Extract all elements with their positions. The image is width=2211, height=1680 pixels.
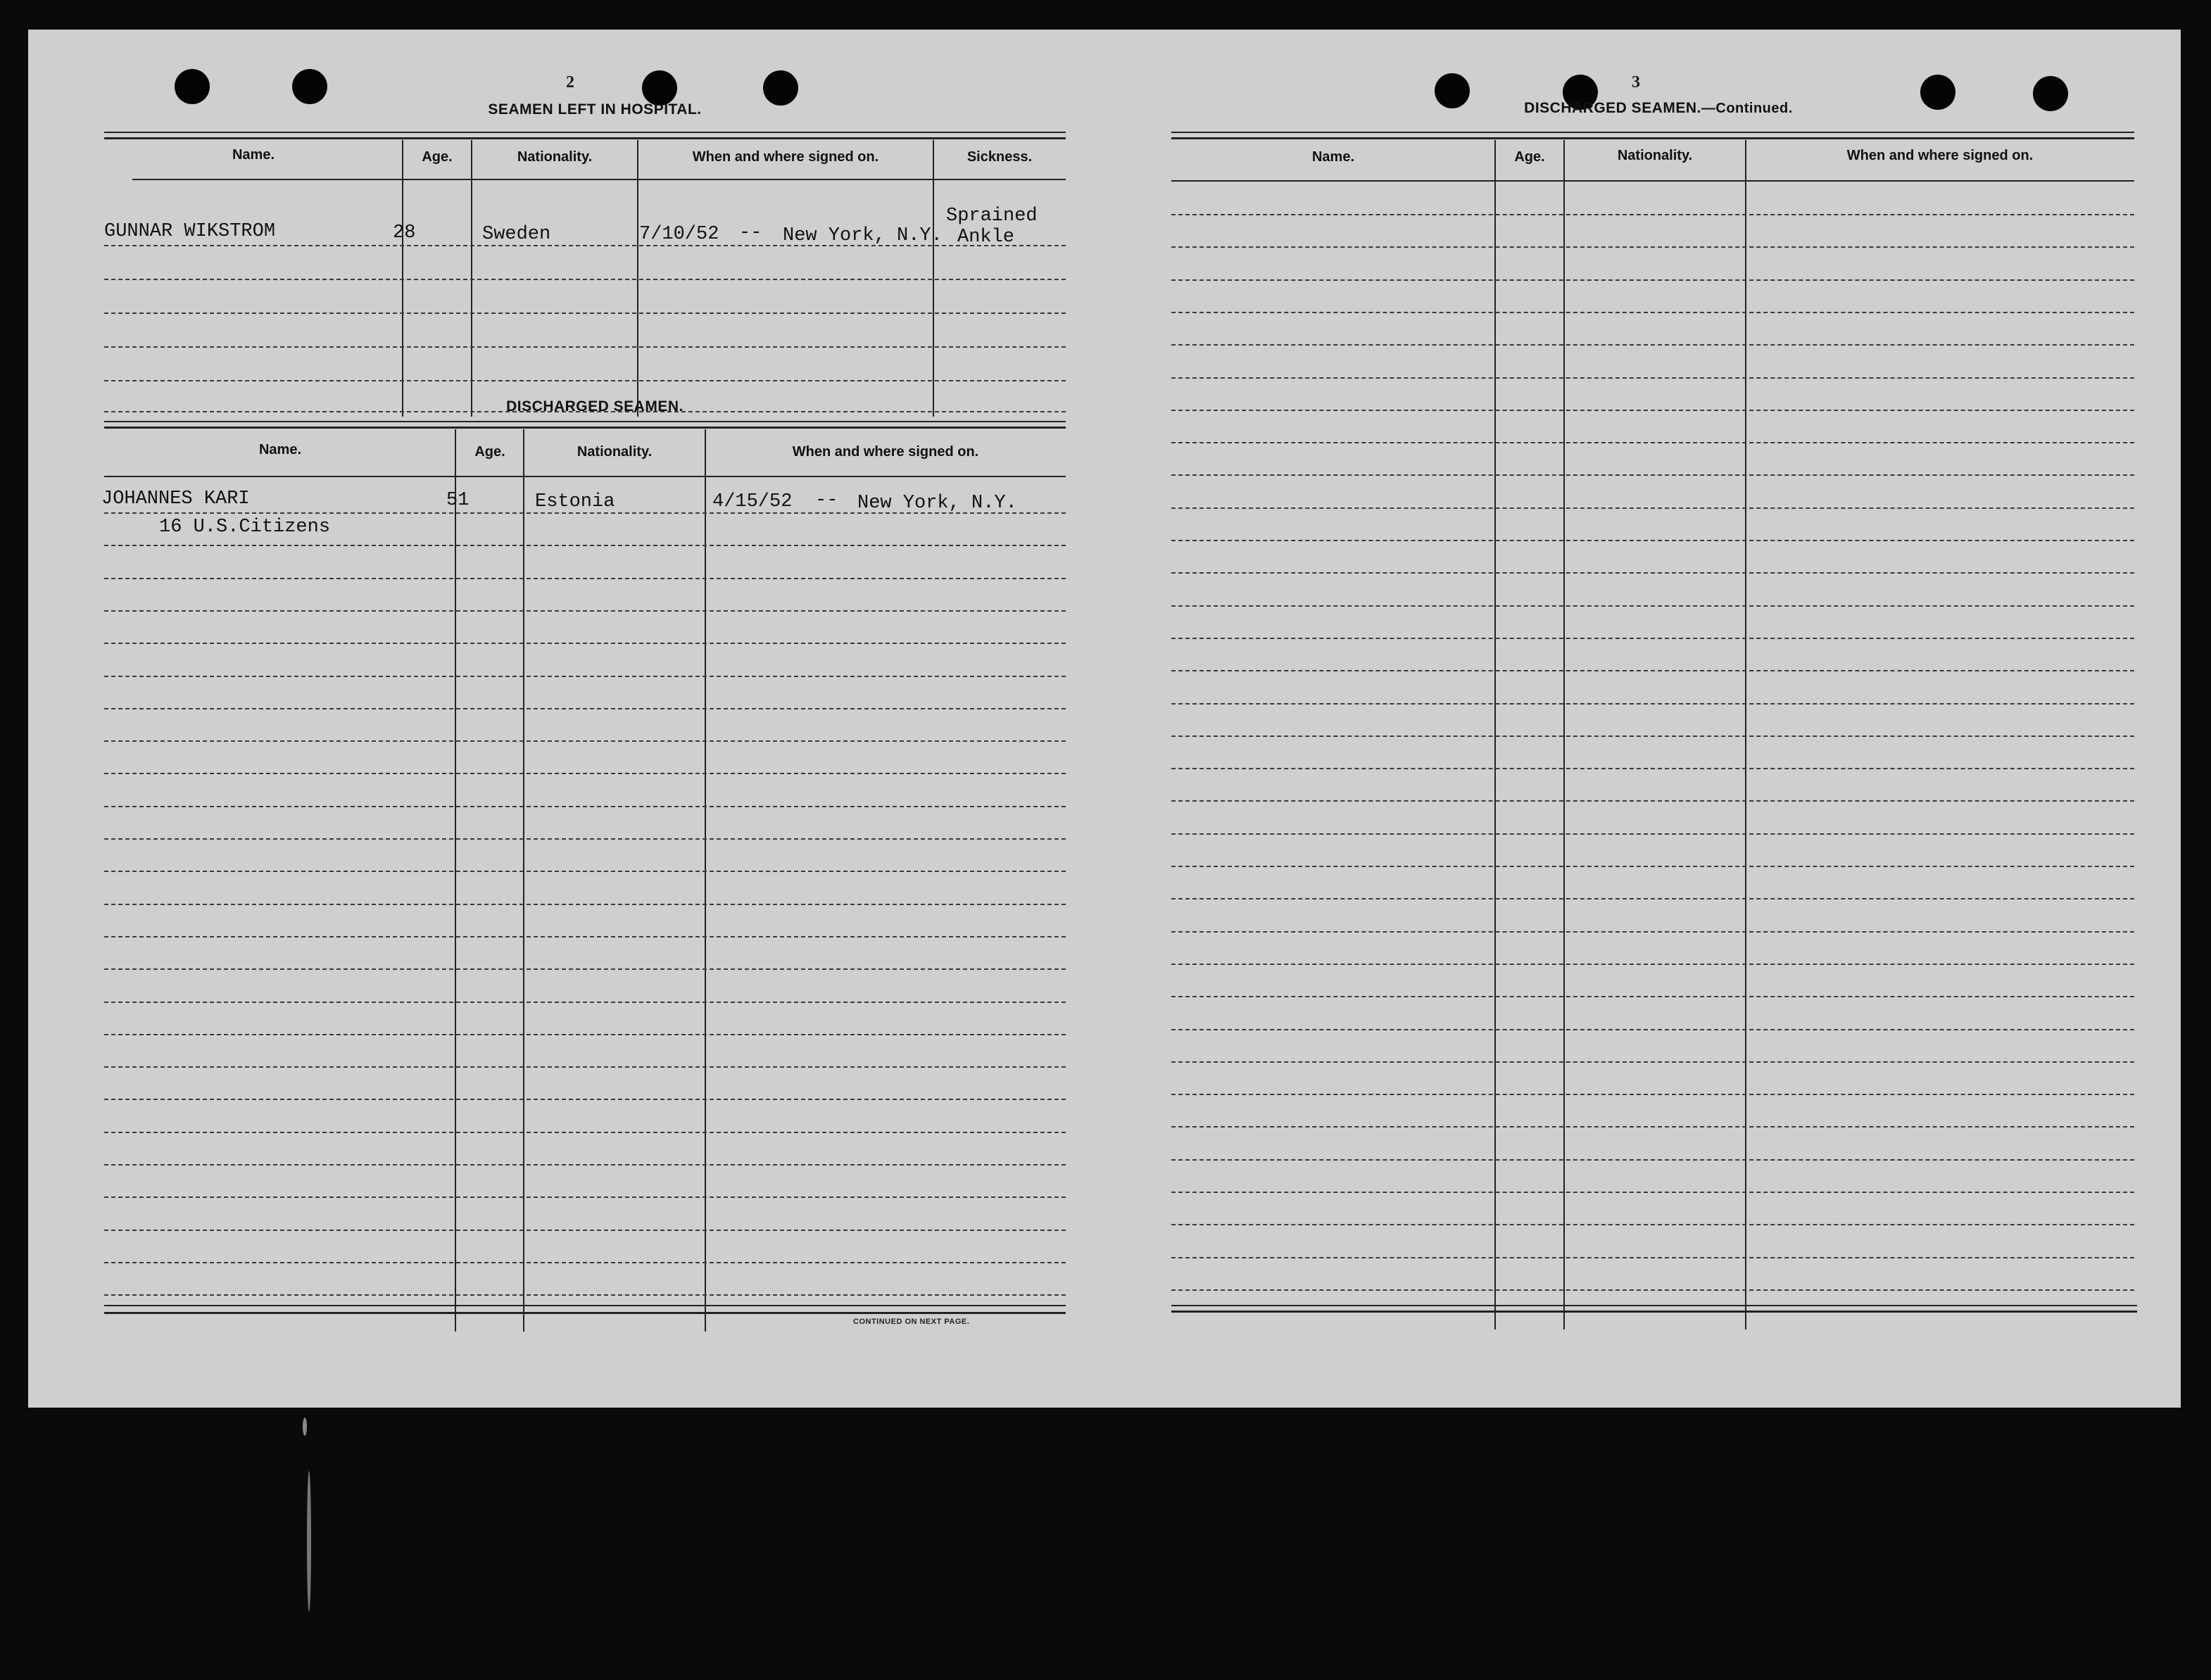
entry-line	[104, 904, 1066, 905]
entry-line	[104, 346, 1066, 348]
entry-line	[1171, 1159, 2134, 1161]
discharged-continued-suffix: —Continued.	[1701, 101, 1793, 116]
rule	[1171, 1305, 2137, 1306]
discharged-signed-on-date: 4/15/52	[712, 491, 793, 512]
entry-line	[1171, 214, 2134, 215]
punch-hole	[642, 70, 677, 106]
entry-line	[1171, 703, 2134, 705]
entry-line	[1171, 898, 2134, 899]
rule	[104, 137, 1066, 139]
punch-hole	[763, 70, 798, 106]
entry-line	[104, 871, 1066, 872]
entry-line	[104, 610, 1066, 612]
rule	[104, 1312, 1066, 1314]
entry-line	[104, 1262, 1066, 1263]
entry-line	[104, 545, 1066, 546]
entry-line	[104, 936, 1066, 937]
page-number-left: 2	[566, 73, 574, 91]
entry-line	[104, 1034, 1066, 1035]
entry-line	[1171, 670, 2134, 671]
entry-line	[104, 1002, 1066, 1003]
hospital-section-title: SEAMEN LEFT IN HOSPITAL.	[488, 101, 702, 118]
discharged-continued-main: DISCHARGED SEAMEN.	[1524, 100, 1701, 116]
punch-hole	[175, 69, 210, 104]
hospital-header-name: Name.	[232, 147, 275, 163]
entry-line	[1171, 735, 2134, 737]
entry-line	[1171, 1224, 2134, 1225]
document-sheet	[28, 30, 2181, 1408]
entry-line	[104, 279, 1066, 280]
entry-line	[1171, 1061, 2134, 1063]
entry-line	[1171, 1126, 2134, 1128]
entry-line	[1171, 442, 2134, 443]
discharged-header-nationality: Nationality.	[577, 444, 653, 460]
continued-footer: CONTINUED ON NEXT PAGE.	[853, 1318, 970, 1326]
entry-line	[1171, 931, 2134, 933]
discharged-signed-on-place: New York, N.Y.	[857, 493, 1017, 514]
rule	[1171, 180, 2134, 182]
rule	[104, 132, 1066, 133]
rule	[104, 476, 1066, 477]
entry-line	[1171, 344, 2134, 346]
discharged-age: 51	[446, 490, 470, 511]
rule	[1171, 132, 2134, 133]
entry-line	[1171, 1029, 2134, 1030]
hospital-signed-on-place: New York, N.Y.	[783, 225, 943, 246]
scan-mark	[307, 1471, 311, 1612]
hospital-name: GUNNAR WIKSTROM	[104, 221, 276, 242]
entry-line	[1171, 964, 2134, 965]
entry-line	[104, 740, 1066, 742]
discharged-continued-title	[1475, 100, 1841, 117]
entry-line	[1171, 996, 2134, 997]
right-header-signed-on: When and where signed on.	[1846, 148, 2034, 163]
entry-line	[104, 1230, 1066, 1231]
discharged-header-age: Age.	[474, 444, 505, 460]
hospital-sickness-line2: Ankle	[957, 227, 1015, 248]
page-number-right: 3	[1632, 73, 1640, 91]
entry-line	[104, 380, 1066, 381]
punch-hole	[1920, 75, 1955, 110]
entry-line	[1171, 638, 2134, 639]
scan-mark	[303, 1417, 307, 1436]
entry-line	[1171, 1257, 2134, 1258]
entry-line	[1171, 540, 2134, 541]
entry-line	[1171, 246, 2134, 248]
punch-hole	[292, 69, 327, 104]
right-header-age: Age.	[1514, 149, 1545, 165]
us-citizens-note: 16 U.S.Citizens	[159, 517, 331, 538]
entry-line	[1171, 410, 2134, 411]
hospital-header-age: Age.	[422, 149, 453, 165]
entry-line	[104, 968, 1066, 970]
hospital-signed-on-date: 7/10/52	[639, 224, 719, 245]
entry-line	[104, 676, 1066, 677]
hospital-header-signed-on: When and where signed on.	[692, 149, 879, 165]
rule	[104, 1305, 1066, 1306]
hospital-header-nationality: Nationality.	[517, 149, 593, 165]
hospital-age: 28	[393, 222, 416, 244]
right-header-name: Name.	[1311, 149, 1355, 165]
discharged-signed-on-sep: --	[815, 490, 838, 511]
entry-line	[1171, 1094, 2134, 1095]
entry-line	[104, 708, 1066, 709]
entry-line	[1171, 800, 2134, 802]
entry-line	[1171, 605, 2134, 607]
rule	[104, 427, 1066, 429]
entry-line	[1171, 474, 2134, 476]
entry-line	[104, 1132, 1066, 1133]
entry-line	[1171, 866, 2134, 867]
hospital-signed-on-sep: --	[739, 222, 762, 244]
discharged-section-title: DISCHARGED SEAMEN.	[506, 398, 684, 415]
discharged-header-signed-on: When and where signed on.	[792, 444, 979, 460]
entry-line	[104, 1164, 1066, 1166]
entry-line	[1171, 572, 2134, 574]
entry-line	[1171, 1289, 2134, 1291]
entry-line	[104, 1294, 1066, 1296]
punch-hole	[1435, 73, 1470, 108]
entry-line	[1171, 833, 2134, 835]
hospital-header-sickness: Sickness.	[966, 149, 1033, 165]
entry-line	[104, 578, 1066, 579]
entry-line	[104, 312, 1066, 314]
entry-line	[104, 773, 1066, 774]
discharged-nationality: Estonia	[535, 491, 615, 512]
right-header-nationality: Nationality.	[1617, 148, 1693, 163]
rule	[104, 421, 1066, 422]
discharged-name: JOHANNES KARI	[101, 488, 250, 510]
entry-line	[104, 838, 1066, 840]
entry-line	[1171, 312, 2134, 313]
rule	[1171, 1310, 2137, 1313]
punch-hole	[2033, 76, 2068, 111]
entry-line	[1171, 507, 2134, 509]
entry-line	[104, 1066, 1066, 1068]
entry-line	[1171, 377, 2134, 379]
entry-line	[104, 1196, 1066, 1198]
entry-line	[104, 643, 1066, 644]
entry-line	[104, 806, 1066, 807]
rule	[1171, 137, 2134, 139]
discharged-header-name: Name.	[258, 442, 302, 457]
entry-line	[104, 1099, 1066, 1100]
hospital-nationality: Sweden	[482, 224, 551, 245]
entry-line	[1171, 768, 2134, 769]
hospital-sickness-line1: Sprained	[946, 206, 1038, 227]
rule	[132, 179, 1066, 180]
entry-line	[1171, 1192, 2134, 1193]
entry-line	[1171, 279, 2134, 281]
